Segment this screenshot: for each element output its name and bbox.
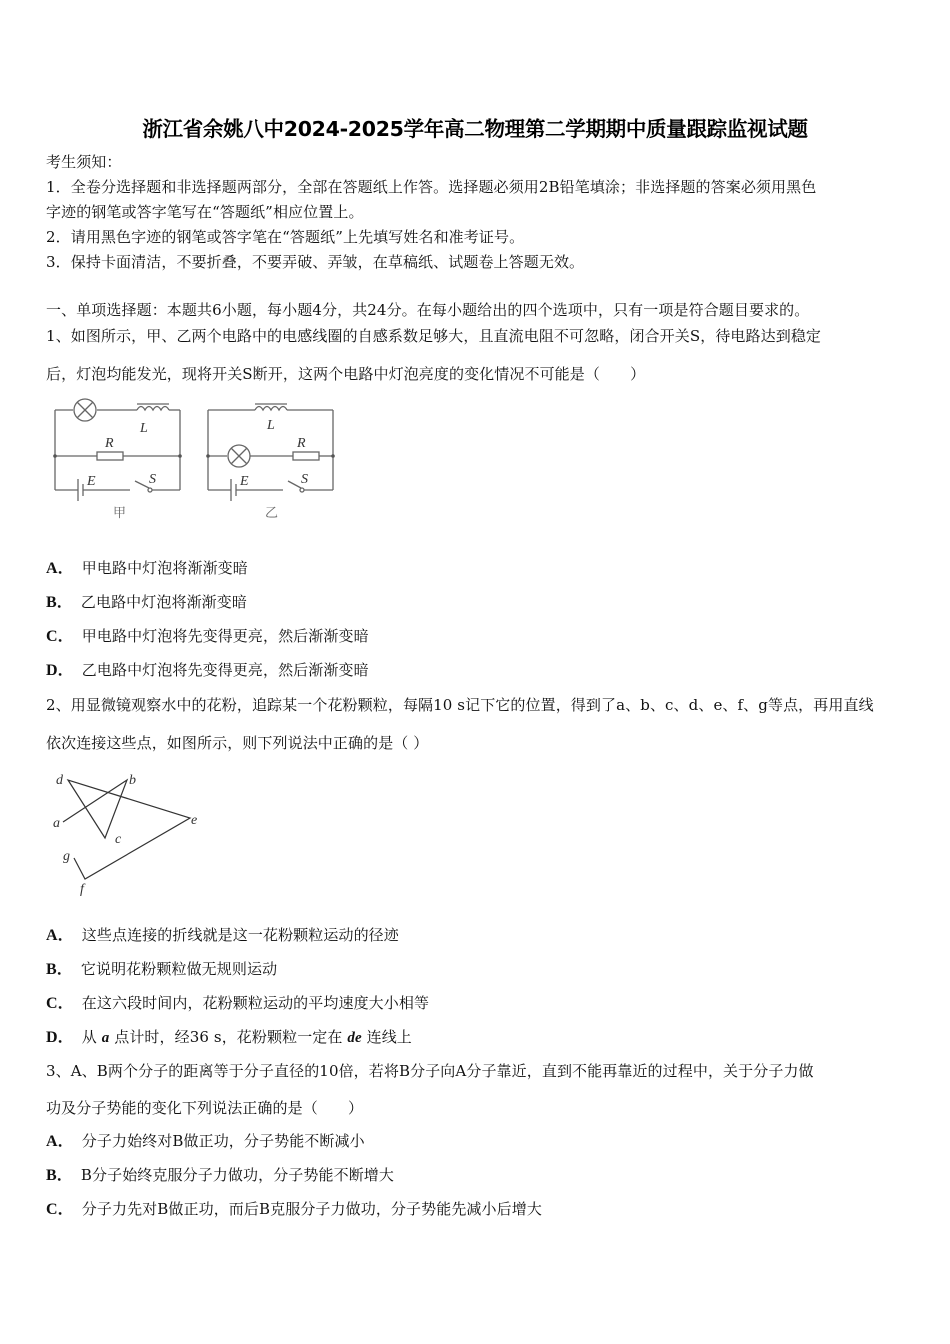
q1-fig-label-S2: S [301, 472, 308, 487]
q3-option-c [46, 1199, 542, 1220]
q2-option-d [46, 1027, 412, 1048]
q2-point-b: b [129, 773, 136, 788]
q1-option-d [46, 660, 369, 681]
q3-stem-line-2: 功及分子势能的变化下列说法正确的是（ ） [46, 1099, 364, 1117]
option-label: A． [46, 560, 74, 577]
option-label: A． [46, 1133, 74, 1150]
notice-item-3: 3．保持卡面清洁，不要折叠，不要弄破、弄皱，在草稿纸、试题卷上答题无效。 [46, 253, 585, 271]
q3-option-a [46, 1131, 365, 1152]
option-text: 分子力先对B做正功，而后B克服分子力做功，分子势能先减小后增大 [81, 1200, 542, 1218]
q2-option-a [46, 925, 399, 946]
section-heading: 一、单项选择题：本题共6小题，每小题4分，共24分。在每小题给出的四个选项中，只有一项是符合题目要求的。 [46, 301, 810, 319]
notice-item-1-cont: 字迹的钢笔或答字笔写在“答题纸”相应位置上。 [46, 203, 364, 221]
option-text: 连线上 [366, 1028, 412, 1046]
q1-circuit-figure [45, 395, 345, 525]
q1-fig-label-E1: E [87, 474, 96, 489]
q2-point-d: d [56, 773, 63, 788]
option-label: C． [46, 1201, 74, 1218]
q1-stem-line-1: 1、如图所示，甲、乙两个电路中的电感线圈的自感系数足够大，且直流电阻不可忽略，闭合开关S，待电路达到稳定 [46, 327, 822, 345]
q1-fig-caption-yi: 乙 [265, 506, 279, 521]
option-text: 这些点连接的折线就是这一花粉颗粒运动的径迹 [81, 926, 399, 944]
q2-point-f: f [80, 882, 84, 897]
notice-item-1: 1．全卷分选择题和非选择题两部分，全部在答题纸上作答。选择题必须用2B铅笔填涂；非选择题的答案必须用黑色 [46, 178, 817, 196]
option-text: B分子始终克服分子力做功，分子势能不断增大 [80, 1166, 394, 1184]
option-text: 甲电路中灯泡将渐渐变暗 [81, 559, 248, 577]
option-text: 甲电路中灯泡将先变得更亮，然后渐渐变暗 [81, 627, 369, 645]
q2-point-e: e [191, 813, 198, 828]
option-label: A． [46, 927, 74, 944]
q2-point-c: c [115, 832, 122, 847]
q3-option-b [46, 1165, 394, 1186]
page-title: 浙江省余姚八中2024-2025学年高二物理第二学期期中质量跟踪监视试题 [142, 117, 808, 141]
q1-option-b [46, 592, 247, 613]
q1-fig-label-E2: E [240, 474, 249, 489]
q2-point-g: g [63, 849, 70, 864]
notice-item-2: 2．请用黑色字迹的钢笔或答字笔在“答题纸”上先填写姓名和准考证号。 [46, 228, 525, 246]
q1-option-c [46, 626, 369, 647]
option-label: C． [46, 628, 74, 645]
q2-option-b [46, 959, 277, 980]
option-text: 分子力始终对B做正功，分子势能不断减小 [81, 1132, 365, 1150]
q1-fig-label-R2: R [297, 436, 306, 451]
option-variable: de [347, 1030, 362, 1046]
option-label: D． [46, 1029, 74, 1046]
q1-fig-label-L1: L [140, 421, 148, 436]
option-text: 它说明花粉颗粒做无规则运动 [80, 960, 278, 978]
option-label: B． [46, 1167, 73, 1184]
option-text: 在这六段时间内，花粉颗粒运动的平均速度大小相等 [81, 994, 430, 1012]
q2-trajectory-figure [45, 760, 215, 900]
option-label: B． [46, 961, 73, 978]
q1-fig-caption-jia: 甲 [113, 506, 127, 521]
q2-stem-line-1: 2、用显微镜观察水中的花粉，追踪某一个花粉颗粒，每隔10 s记下它的位置，得到了a、b、c、d、e、f、g等点，再用直线 [46, 696, 874, 714]
q1-fig-label-S1: S [149, 472, 156, 487]
option-label: D． [46, 662, 74, 679]
option-text: 点计时，经36 s，花粉颗粒一定在 [114, 1028, 343, 1046]
q1-fig-label-L2: L [267, 418, 275, 433]
option-label: C． [46, 995, 74, 1012]
q2-stem-line-2: 依次连接这些点，如图所示，则下列说法中正确的是（ ） [46, 734, 429, 752]
q3-stem-line-1: 3、A、B两个分子的距离等于分子直径的10倍，若将B分子向A分子靠近，直到不能再靠近的过程中，关于分子力做 [46, 1062, 814, 1080]
option-text: 乙电路中灯泡将渐渐变暗 [80, 593, 247, 611]
option-label: B． [46, 594, 73, 611]
option-variable: a [101, 1030, 110, 1046]
option-text: 从 [81, 1028, 97, 1046]
q1-option-a [46, 558, 248, 579]
q2-option-c [46, 993, 429, 1014]
q2-point-a: a [53, 816, 60, 831]
option-text: 乙电路中灯泡将先变得更亮，然后渐渐变暗 [81, 661, 369, 679]
q1-fig-label-R1: R [105, 436, 114, 451]
notice-heading: 考生须知： [46, 153, 122, 171]
q1-stem-line-2: 后，灯泡均能发光，现将开关S断开，这两个电路中灯泡亮度的变化情况不可能是（ ） [46, 365, 646, 383]
